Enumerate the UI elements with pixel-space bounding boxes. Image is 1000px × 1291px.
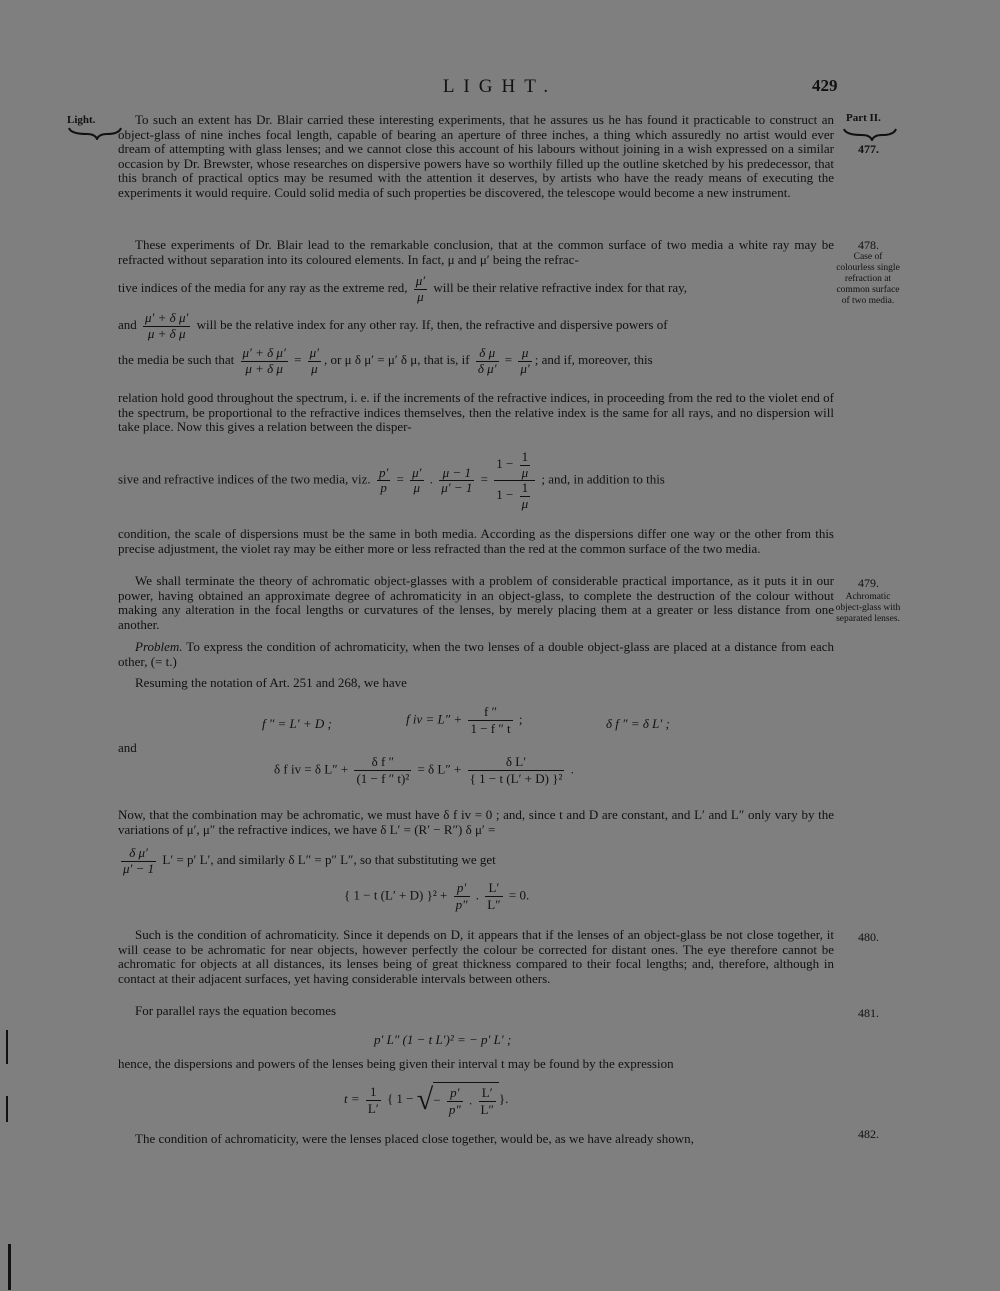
- eq3-lhs: { 1 − t (L′ + D) }² +: [344, 887, 448, 903]
- eq2-num2: δ L′: [468, 754, 565, 771]
- margin-right-text: Part II.: [846, 112, 881, 124]
- equation-1c: δ f ″ = δ L′ ;: [606, 716, 670, 731]
- binding-mark-2: [6, 1096, 8, 1122]
- radical-content: − $\frac{p'}{p''}$ . $\frac{L'}{L''}$: [433, 1082, 499, 1118]
- margin-left-text: Light.: [67, 114, 96, 126]
- article-number-478: 478.: [858, 238, 879, 252]
- eq5-mid: { 1 −: [386, 1090, 414, 1106]
- text-2c-pre: and: [118, 316, 137, 332]
- paragraph-4: [118, 640, 834, 669]
- margin-right-label: [846, 112, 881, 124]
- paragraph-10: The condition of achromaticity, were the lenses placed close together, would be, as we have already shown,: [135, 1131, 694, 1146]
- fraction-delta-ratio: $\frac{\text{μ′ + δ μ′}}{\text{μ + δ μ}}$: [145, 310, 189, 341]
- text-2b-pre: tive indices of the media for any ray as the extreme red,: [118, 279, 408, 295]
- equation-line-2d: the media be such that $\frac{\text{μ′ + δ μ′}}{\text{μ + δ μ}}$ = $\frac{\mu'}{\mu}$ , or μ δ μ′ = μ′ δ μ, that is, if $\frac{\text{δ μ}}{\text{δ μ′}}$ = $\frac{\mu}{\mu'}$ ; and if, moreover, this: [118, 345, 653, 376]
- equation-1a: f ″ = L′ + D ;: [262, 716, 332, 731]
- paragraph-9: hence, the dispersions and powers of the lenses being given their interval t may be found by the expression: [118, 1056, 674, 1071]
- eq2-fraction-2: [468, 754, 565, 787]
- eq5-rad: −: [433, 1092, 441, 1108]
- sidenote-478: Case of colourless single refraction at common surface of two media.: [836, 252, 900, 306]
- article-number-481: 481.: [858, 1006, 879, 1020]
- eq3-fraction-b: $\frac{L'}{L''}$: [487, 880, 501, 912]
- eq2-mid: = δ L″ +: [417, 761, 462, 777]
- page-header-title: LIGHT.: [442, 76, 558, 97]
- eq2-lhs: δ f iv = δ L″ +: [274, 761, 349, 777]
- paragraph-2a: These experiments of Dr. Blair lead to the remarkable conclusion, that at the common surface of two media a white ray may be refracted without separation into its coloured elements. In fact, μ and μ′ being the refrac-: [118, 237, 834, 267]
- eq5-lhs: t =: [344, 1090, 360, 1106]
- paragraph-2e: relation hold good throughout the spectrum, i. e. if the increments of the refractive indices, in proceeding from the red to the violet end of the spectrum, be proportional to the refractive indices themselves, then the relative index is the same for all rays, and no dispersion will take place. Now this gives a relation between the disper-: [118, 390, 834, 434]
- text-2f-post: ; and, in addition to this: [541, 471, 665, 487]
- eq2-fraction-1: [354, 754, 411, 787]
- eq3-fraction-a: $\frac{p'}{p''}$: [455, 880, 468, 912]
- brace-right-icon: [842, 127, 898, 141]
- margin-left-label: [67, 114, 123, 143]
- article-number-477: 477.: [858, 142, 879, 156]
- page-number: 429: [812, 76, 838, 95]
- fraction-2d-d: $\frac{\mu}{\mu'}$: [520, 345, 530, 376]
- text-6b: L′ = p′ L′, and similarly δ L″ = p″ L″, so that substituting we get: [162, 851, 496, 867]
- equation-line-2b: [118, 274, 834, 304]
- paragraph-1: To such an extent has Dr. Blair carried these interesting experiments, that he assures us he has found it practicable to construct an object-glass of nine inches focal length, capable of bearing an aperture of three inches, a thing which assuredly no artist would ever dream of attempting with glass lenses; and we cannot close this account of his labours without joining in a wish expressed on a similar occasion by Dr. Brewster, whose researches on dispersive powers have so worthily filled up the outline sketched by his predecessor, that this branch of practical optics may be resumed with the attention it deserves, by artists who have the ready means of executing the experiments it would require. Could solid media of such properties be discovered, the telescope would become a new instrument.: [118, 112, 834, 200]
- fraction-2f-d: 1 − $\frac{1}{\mu}$ 1 − $\frac{1}{\mu}$: [494, 450, 535, 511]
- text-2f-pre: sive and refractive indices of the two media, viz.: [118, 471, 371, 487]
- fraction-2f-c: $\frac{\mu - 1}{\mu' - 1}$: [441, 464, 473, 495]
- equation-3: { 1 − t (L′ + D) }² + $\frac{p'}{p''}$ . $\frac{L'}{L''}$ = 0.: [344, 880, 530, 912]
- eq2-den2: { 1 − t (L′ + D) }²: [469, 771, 563, 786]
- eq2-den1: (1 − f ″ t)²: [356, 771, 410, 786]
- equation-5: [344, 1082, 508, 1118]
- text-2c-post: will be the relative index for any other ray. If, then, the refractive and dispersive powers of: [196, 316, 668, 332]
- eq1b-lhs: f iv = L″ +: [406, 711, 463, 727]
- radical-sign: √: [416, 1083, 434, 1116]
- eq5-fraction-c: $\frac{L'}{L''}$: [480, 1085, 494, 1117]
- text-2d-post: ; and if, moreover, this: [534, 351, 653, 367]
- binding-mark-3: [8, 1244, 11, 1290]
- fraction-2f-b: $\frac{\mu'}{\mu}$: [412, 464, 422, 495]
- sidenote-479: Achromatic object-glass with separated lenses.: [835, 592, 901, 624]
- equation-line-2f: sive and refractive indices of the two media, viz. $\frac{p'}{p}$ = $\frac{\mu'}{\mu}$ . $\frac{\mu - 1}{\mu' - 1}$ = 1 − $\frac{1}{\mu}$ 1 − $\frac{1}{\mu}$ ; and, in addition to this: [118, 449, 665, 511]
- brace-left-icon: [67, 126, 123, 140]
- fraction-2d-c: $\frac{\text{δ μ}}{\text{δ μ′}}$: [477, 345, 497, 376]
- fraction-2d-a: $\frac{\text{μ′ + δ μ′}}{\text{μ + δ μ}}$: [242, 345, 286, 376]
- eq5-fraction-a: $\frac{1}{L'}$: [367, 1083, 379, 1116]
- binding-mark-1: [6, 1030, 8, 1064]
- fraction-2d-b: $\frac{\mu'}{\mu}$: [309, 345, 320, 376]
- article-number-479: 479.: [858, 576, 879, 590]
- equation-1b: f iv = L″ + $\frac{f ''}{1 - f '' t}$ ;: [406, 704, 523, 736]
- eq5-fraction-b: $\frac{p'}{p''}$: [448, 1085, 461, 1117]
- eq3-rhs: = 0.: [508, 887, 530, 903]
- equation-4: p′ L″ (1 − t L′)² = − p′ L′ ;: [374, 1032, 512, 1047]
- equation-line-6b: [118, 846, 834, 876]
- problem-label: Problem.: [135, 639, 183, 654]
- text-2b-post: will be their relative refractive index for that ray,: [433, 279, 687, 295]
- article-number-482: 482.: [858, 1127, 879, 1141]
- paragraph-5: Resuming the notation of Art. 251 and 268, we have: [135, 675, 407, 690]
- text-2d-mid: , or μ δ μ′ = μ′ δ μ, that is, if: [324, 351, 470, 367]
- paragraph-6a: Now, that the combination may be achromatic, we must have δ f iv = 0 ; and, since t and D are constant, and L′ and L″ only vary by the variations of μ′, μ″ the refractive indices, we have δ L′ = (R′ − R″) δ μ′ =: [118, 807, 834, 837]
- equation-line-2c: [118, 311, 834, 341]
- eq1b-fraction: [468, 704, 512, 737]
- eq1b-den: 1 − f ″ t: [470, 721, 511, 736]
- eq5-end: }.: [498, 1090, 509, 1106]
- fraction-6b: $\frac{\text{δ μ′}}{\mu' - 1}$: [123, 845, 155, 876]
- paragraph-7: Such is the condition of achromaticity. Since it depends on D, it appears that if the lenses of an object-glass be not close together, it will cease to be achromatic for near objects, however perfectly the colour be corrected for distant ones. The eye therefore cannot be achromatic for objects at all distances, its lenses being of great thickness compared to their focal lengths; and, therefore, although in contact at their adjacent surfaces, yet having considerable intervals between others.: [118, 927, 834, 986]
- paragraph-2g: condition, the scale of dispersions must be the same in both media. According as the dispersions differ one way or the other from this precise adjustment, the violet ray may be either more or less refracted than the red at the common surface of the two media.: [118, 526, 834, 556]
- problem-text: To express the condition of achromaticity, when the two lenses of a double object-glass are placed at a distance from each other, (= t.): [118, 639, 835, 669]
- equation-2: δ f iv = δ L″ + $\frac{\text{δ f ″}}{\text{(1 − f ″ t)²}}$ = δ L″ + $\frac{\text{δ L′}}{\text{\{ 1 − t (L′ + D) \}²}}$ .: [274, 754, 574, 786]
- text-2d-pre: the media be such that: [118, 351, 235, 367]
- article-number-480: 480.: [858, 930, 879, 944]
- paragraph-8: For parallel rays the equation becomes: [135, 1003, 337, 1018]
- fraction-2f-a: $\frac{p'}{p}$: [378, 464, 389, 495]
- fraction-mu-ratio: $\frac{\mu'}{\mu}$: [415, 273, 426, 304]
- eq2-num1: δ f ″: [354, 754, 411, 771]
- eq1b-num: f ″: [468, 704, 512, 721]
- and-label: and: [118, 740, 137, 755]
- paragraph-3: We shall terminate the theory of achromatic object-glasses with a problem of considerable practical importance, as it puts it in our power, having obtained an approximate degree of achromaticity in an object-glass, to complete the destruction of the colour without making any alteration in the focal lengths or curvatures of the lenses, by merely placing them at a greater or less distance from one another.: [118, 573, 834, 632]
